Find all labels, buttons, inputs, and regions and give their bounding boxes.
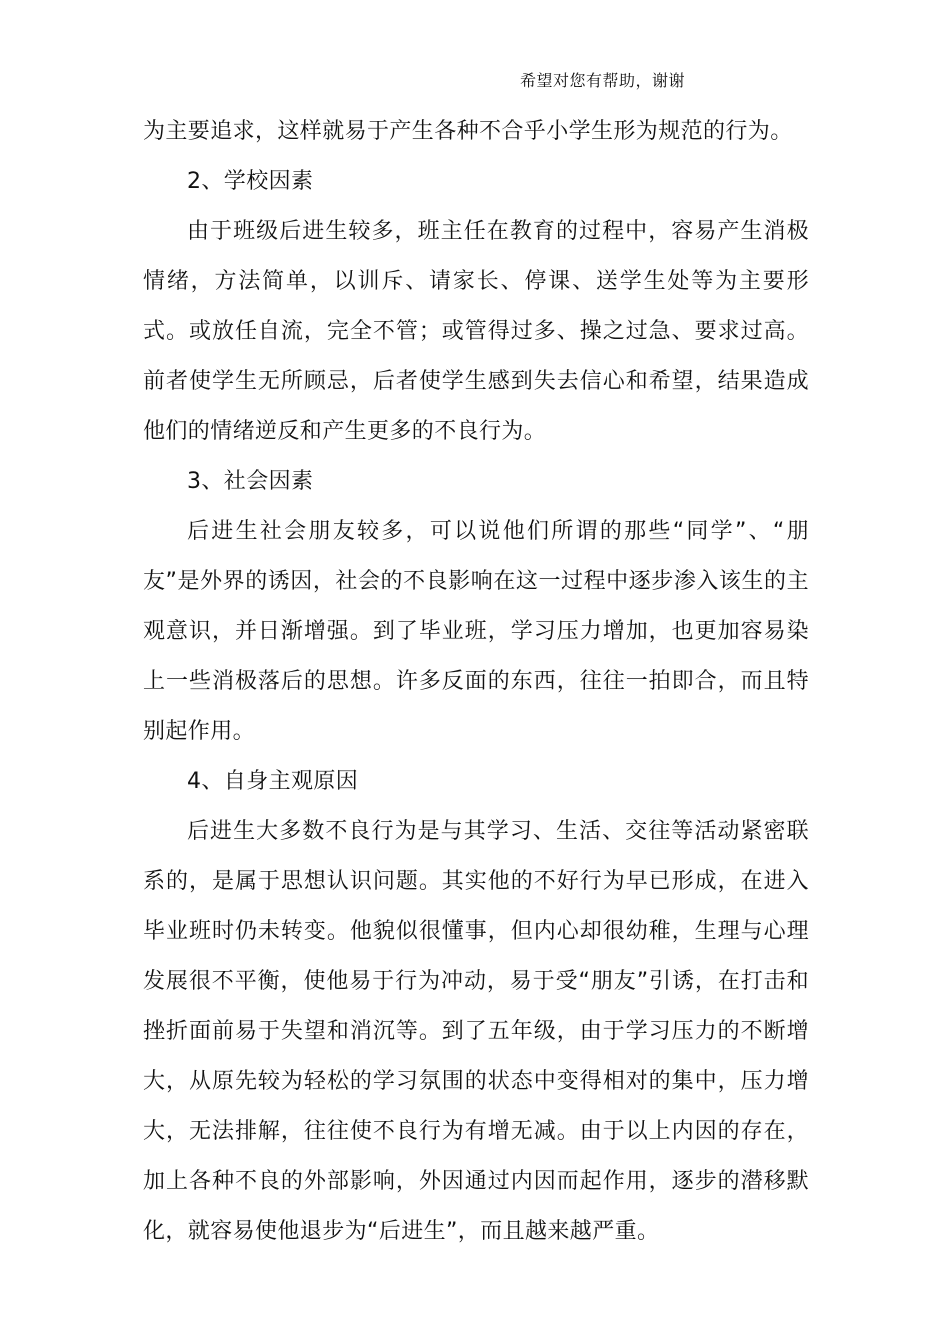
page-header: 希望对您有帮助，谢谢 [520, 71, 686, 90]
section-heading-society: 3、社会因素 [187, 469, 314, 494]
paragraph-school: 由于班级后进生较多，班主任在教育的过程中，容易产生消极情绪，方法简单，以训斥、请家长、停课、送学生处等为主要形式。或放任自流，完全不管；或管得过多、操之过急、要求过高。前者使学生无所顾忌，后者使学生感到失去信心和希望，结果造成他们的情绪逆反和产生更多的不良行为。 [143, 219, 809, 444]
paragraph-society: 后进生社会朋友较多，可以说他们所谓的那些“同学”、“朋友”是外界的诱因，社会的不良影响在这一过程中逐步渗入该生的主观意识，并日渐增强。到了毕业班，学习压力增加，也更加容易染上一些消极落后的思想。许多反面的东西，往往一拍即合，而且特别起作用。 [143, 519, 809, 744]
section-heading-self: 4、自身主观原因 [187, 769, 359, 794]
document-body [143, 107, 809, 1257]
section-heading-school: 2、学校因素 [187, 169, 314, 194]
paragraph-self: 后进生大多数不良行为是与其学习、生活、交往等活动紧密联系的，是属于思想认识问题。其实他的不好行为早已形成，在进入毕业班时仍未转变。他貌似很懂事，但内心却很幼稚，生理与心理发展很不平衡，使他易于行为冲动，易于受“朋友”引诱，在打击和挫折面前易于失望和消沉等。到了五年级，由于学习压力的不断增大，从原先较为轻松的学习氛围的状态中变得相对的集中，压力增大，无法排解，往往使不良行为有增无减。由于以上内因的存在，加上各种不良的外部影响，外因通过内因而起作用，逐步的潜移默化，就容易使他退步为“后进生”，而且越来越严重。 [143, 819, 809, 1244]
paragraph-continuation: 为主要追求，这样就易于产生各种不合乎小学生形为规范的行为。 [143, 119, 793, 144]
